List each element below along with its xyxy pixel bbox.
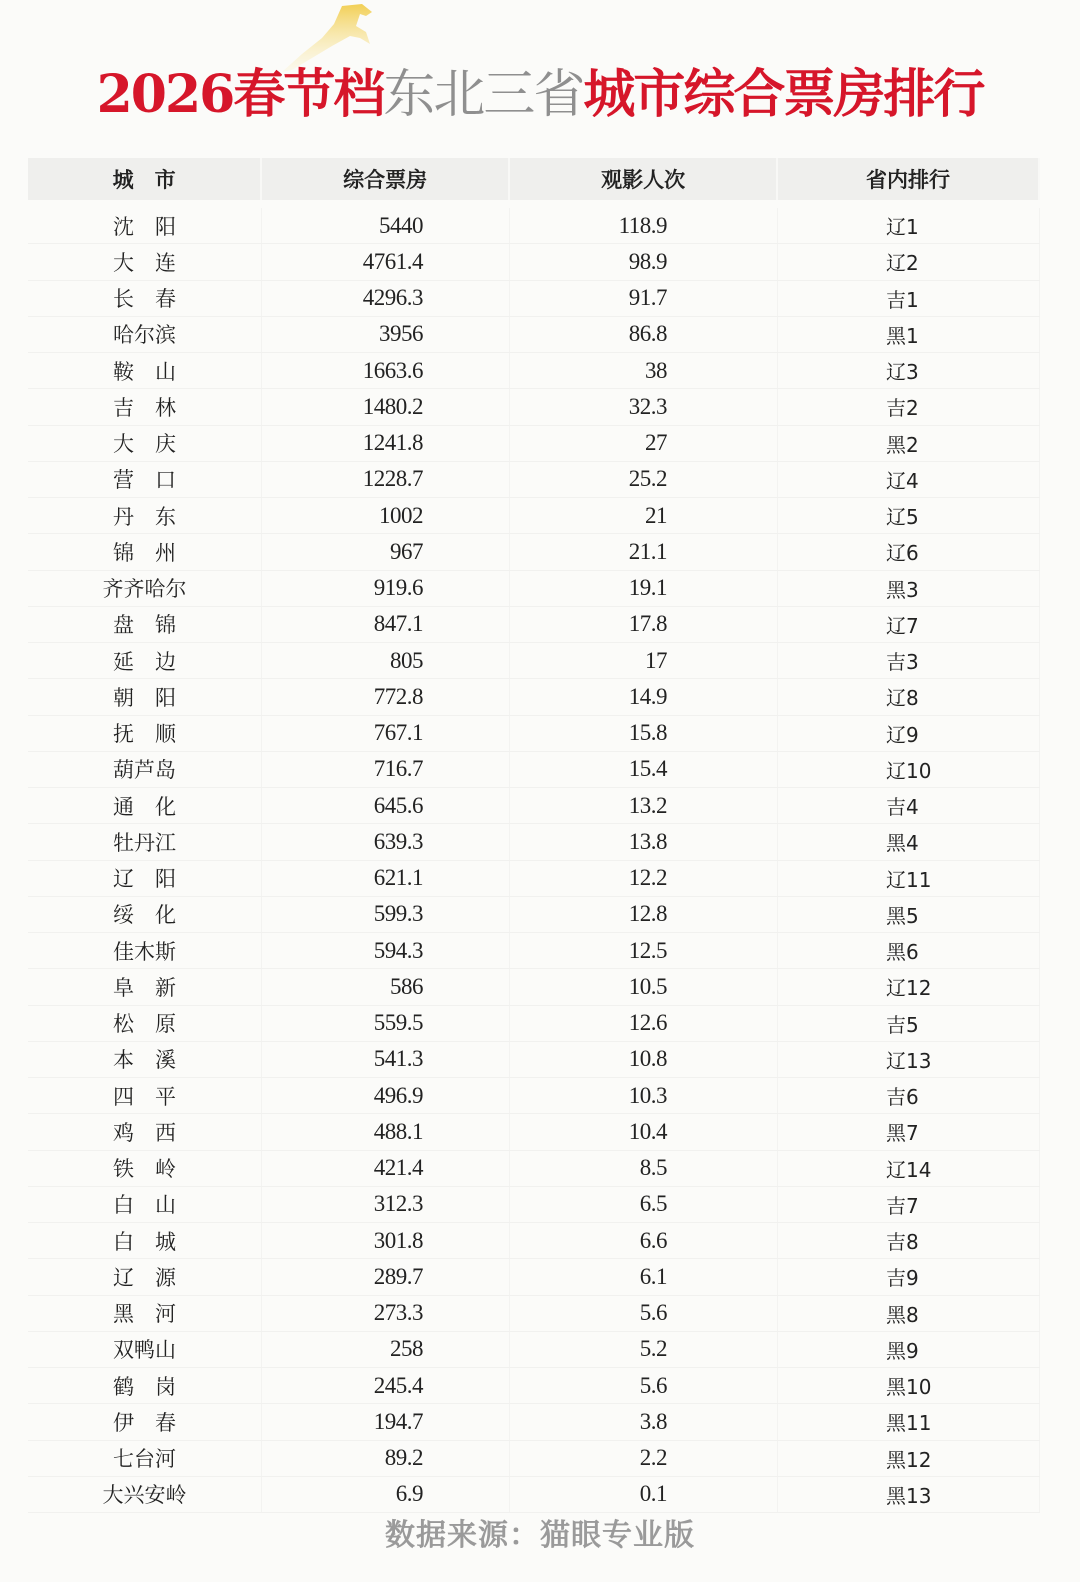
box-office-cell: 919.6: [262, 571, 510, 606]
viewers-cell: 118.9: [510, 208, 778, 243]
city-cell: 双鸭山: [28, 1332, 262, 1367]
table-row: [28, 281, 1040, 317]
city-cell: 通 化: [28, 788, 262, 823]
viewers-cell: 27: [510, 426, 778, 461]
viewers-cell: 25.2: [510, 462, 778, 497]
header-viewers: 观影人次: [510, 158, 778, 200]
table-row: [28, 208, 1040, 244]
province-rank-cell: 黑11: [778, 1404, 1040, 1439]
city-cell: 齐齐哈尔: [28, 571, 262, 606]
city-cell: 伊 春: [28, 1404, 262, 1439]
box-office-cell: 1663.6: [262, 353, 510, 388]
box-office-cell: 1241.8: [262, 426, 510, 461]
city-cell: 大 庆: [28, 426, 262, 461]
city-cell: 盘 锦: [28, 607, 262, 642]
table-row: [28, 1114, 1040, 1150]
province-rank-cell: 黑7: [778, 1114, 1040, 1149]
box-office-cell: 273.3: [262, 1296, 510, 1331]
city-cell: 铁 岭: [28, 1151, 262, 1186]
viewers-cell: 21.1: [510, 534, 778, 569]
province-rank-cell: 辽13: [778, 1042, 1040, 1077]
table-row: [28, 353, 1040, 389]
province-rank-cell: 辽4: [778, 462, 1040, 497]
box-office-cell: 772.8: [262, 679, 510, 714]
viewers-cell: 10.4: [510, 1114, 778, 1149]
city-cell: 松 原: [28, 1006, 262, 1041]
viewers-cell: 5.6: [510, 1368, 778, 1403]
box-office-cell: 645.6: [262, 788, 510, 823]
viewers-cell: 5.2: [510, 1332, 778, 1367]
province-rank-cell: 辽1: [778, 208, 1040, 243]
box-office-cell: 805: [262, 643, 510, 678]
province-rank-cell: 辽3: [778, 353, 1040, 388]
province-rank-cell: 吉9: [778, 1259, 1040, 1294]
box-office-cell: 289.7: [262, 1259, 510, 1294]
province-rank-cell: 黑13: [778, 1477, 1040, 1512]
province-rank-cell: 黑6: [778, 933, 1040, 968]
table-row: [28, 244, 1040, 280]
table-row: [28, 1151, 1040, 1187]
table-row: [28, 788, 1040, 824]
table-row: [28, 389, 1040, 425]
province-rank-cell: 吉2: [778, 389, 1040, 424]
viewers-cell: 32.3: [510, 389, 778, 424]
data-source-note: 数据来源：猫眼专业版: [385, 1518, 695, 1553]
province-rank-cell: 吉5: [778, 1006, 1040, 1041]
viewers-cell: 0.1: [510, 1477, 778, 1512]
province-rank-cell: 辽2: [778, 244, 1040, 279]
city-cell: 白 城: [28, 1223, 262, 1258]
box-office-cell: 89.2: [262, 1441, 510, 1476]
city-cell: 哈尔滨: [28, 317, 262, 352]
province-rank-cell: 黑4: [778, 824, 1040, 859]
province-rank-cell: 辽9: [778, 716, 1040, 751]
city-cell: 抚 顺: [28, 716, 262, 751]
city-cell: 四 平: [28, 1078, 262, 1113]
city-cell: 营 口: [28, 462, 262, 497]
box-office-cell: 3956: [262, 317, 510, 352]
box-office-cell: 559.5: [262, 1006, 510, 1041]
table-row: [28, 933, 1040, 969]
province-rank-cell: 辽7: [778, 607, 1040, 642]
box-office-cell: 258: [262, 1332, 510, 1367]
city-cell: 绥 化: [28, 897, 262, 932]
viewers-cell: 13.8: [510, 824, 778, 859]
city-cell: 丹 东: [28, 498, 262, 533]
province-rank-cell: 吉4: [778, 788, 1040, 823]
viewers-cell: 5.6: [510, 1296, 778, 1331]
province-rank-cell: 黑12: [778, 1441, 1040, 1476]
table-row: [28, 534, 1040, 570]
table-row: [28, 317, 1040, 353]
box-office-cell: 621.1: [262, 861, 510, 896]
box-office-cell: 967: [262, 534, 510, 569]
province-rank-cell: 黑5: [778, 897, 1040, 932]
city-cell: 黑 河: [28, 1296, 262, 1331]
box-office-cell: 488.1: [262, 1114, 510, 1149]
province-rank-cell: 辽8: [778, 679, 1040, 714]
viewers-cell: 2.2: [510, 1441, 778, 1476]
box-office-cell: 599.3: [262, 897, 510, 932]
table-row: [28, 1259, 1040, 1295]
table-row: [28, 1223, 1040, 1259]
box-office-cell: 312.3: [262, 1187, 510, 1222]
header-city: 城 市: [28, 158, 262, 200]
city-cell: 本 溪: [28, 1042, 262, 1077]
table-row: [28, 1078, 1040, 1114]
table-row: [28, 426, 1040, 462]
box-office-cell: 301.8: [262, 1223, 510, 1258]
box-office-cell: 4761.4: [262, 244, 510, 279]
viewers-cell: 19.1: [510, 571, 778, 606]
box-office-cell: 496.9: [262, 1078, 510, 1113]
city-cell: 沈 阳: [28, 208, 262, 243]
box-office-cell: 594.3: [262, 933, 510, 968]
box-office-cell: 4296.3: [262, 281, 510, 316]
table-row: [28, 1477, 1040, 1513]
viewers-cell: 12.8: [510, 897, 778, 932]
table-row: [28, 969, 1040, 1005]
table-row: [28, 1042, 1040, 1078]
table-row: [28, 462, 1040, 498]
viewers-cell: 12.6: [510, 1006, 778, 1041]
box-office-cell: 767.1: [262, 716, 510, 751]
province-rank-cell: 黑2: [778, 426, 1040, 461]
viewers-cell: 21: [510, 498, 778, 533]
city-cell: 吉 林: [28, 389, 262, 424]
table-row: [28, 752, 1040, 788]
province-rank-cell: 黑8: [778, 1296, 1040, 1331]
table-row: [28, 1187, 1040, 1223]
box-office-table: [28, 158, 1040, 1513]
viewers-cell: 8.5: [510, 1151, 778, 1186]
box-office-cell: 1228.7: [262, 462, 510, 497]
city-cell: 鸡 西: [28, 1114, 262, 1149]
header-box-office: 综合票房: [262, 158, 510, 200]
viewers-cell: 38: [510, 353, 778, 388]
table-row: [28, 824, 1040, 860]
province-rank-cell: 黑3: [778, 571, 1040, 606]
table-row: [28, 679, 1040, 715]
header-province-rank: 省内排行: [778, 158, 1040, 200]
table-row: [28, 1404, 1040, 1440]
province-rank-cell: 辽12: [778, 969, 1040, 1004]
box-office-cell: 421.4: [262, 1151, 510, 1186]
table-row: [28, 1441, 1040, 1477]
viewers-cell: 17: [510, 643, 778, 678]
table-row: [28, 1368, 1040, 1404]
title-part-year: 2026春节档: [96, 64, 384, 125]
table-row: [28, 861, 1040, 897]
table-row: [28, 607, 1040, 643]
viewers-cell: 17.8: [510, 607, 778, 642]
viewers-cell: 12.2: [510, 861, 778, 896]
table-row: [28, 716, 1040, 752]
city-cell: 长 春: [28, 281, 262, 316]
viewers-cell: 15.4: [510, 752, 778, 787]
province-rank-cell: 黑10: [778, 1368, 1040, 1403]
viewers-cell: 12.5: [510, 933, 778, 968]
province-rank-cell: 吉1: [778, 281, 1040, 316]
box-office-cell: 1002: [262, 498, 510, 533]
viewers-cell: 10.3: [510, 1078, 778, 1113]
box-office-cell: 194.7: [262, 1404, 510, 1439]
province-rank-cell: 辽11: [778, 861, 1040, 896]
city-cell: 阜 新: [28, 969, 262, 1004]
province-rank-cell: 黑9: [778, 1332, 1040, 1367]
viewers-cell: 6.1: [510, 1259, 778, 1294]
table-row: [28, 571, 1040, 607]
province-rank-cell: 吉3: [778, 643, 1040, 678]
box-office-cell: 716.7: [262, 752, 510, 787]
box-office-cell: 847.1: [262, 607, 510, 642]
viewers-cell: 6.6: [510, 1223, 778, 1258]
box-office-cell: 5440: [262, 208, 510, 243]
table-row: [28, 643, 1040, 679]
table-row: [28, 1006, 1040, 1042]
province-rank-cell: 辽6: [778, 534, 1040, 569]
province-rank-cell: 辽14: [778, 1151, 1040, 1186]
box-office-cell: 1480.2: [262, 389, 510, 424]
city-cell: 延 边: [28, 643, 262, 678]
province-rank-cell: 吉8: [778, 1223, 1040, 1258]
table-row: [28, 498, 1040, 534]
city-cell: 白 山: [28, 1187, 262, 1222]
viewers-cell: 14.9: [510, 679, 778, 714]
viewers-cell: 6.5: [510, 1187, 778, 1222]
title-part-region: 东北三省: [383, 65, 584, 125]
city-cell: 大兴安岭: [28, 1477, 262, 1512]
city-cell: 辽 阳: [28, 861, 262, 896]
province-rank-cell: 吉7: [778, 1187, 1040, 1222]
city-cell: 鹤 岗: [28, 1368, 262, 1403]
city-cell: 葫芦岛: [28, 752, 262, 787]
province-rank-cell: 吉6: [778, 1078, 1040, 1113]
city-cell: 佳木斯: [28, 933, 262, 968]
city-cell: 牡丹江: [28, 824, 262, 859]
box-office-cell: 586: [262, 969, 510, 1004]
table-row: [28, 897, 1040, 933]
box-office-cell: 245.4: [262, 1368, 510, 1403]
viewers-cell: 3.8: [510, 1404, 778, 1439]
city-cell: 大 连: [28, 244, 262, 279]
viewers-cell: 13.2: [510, 788, 778, 823]
viewers-cell: 86.8: [510, 317, 778, 352]
box-office-cell: 639.3: [262, 824, 510, 859]
table-row: [28, 1296, 1040, 1332]
city-cell: 朝 阳: [28, 679, 262, 714]
viewers-cell: 91.7: [510, 281, 778, 316]
city-cell: 七台河: [28, 1441, 262, 1476]
viewers-cell: 15.8: [510, 716, 778, 751]
viewers-cell: 10.8: [510, 1042, 778, 1077]
city-cell: 锦 州: [28, 534, 262, 569]
page-title: [0, 60, 1080, 130]
title-part-subject: 城市综合票房排行: [583, 64, 984, 125]
table-row: [28, 1332, 1040, 1368]
viewers-cell: 10.5: [510, 969, 778, 1004]
table-header: [28, 158, 1040, 200]
table-body: [28, 208, 1040, 1513]
box-office-cell: 541.3: [262, 1042, 510, 1077]
box-office-cell: 6.9: [262, 1477, 510, 1512]
province-rank-cell: 黑1: [778, 317, 1040, 352]
province-rank-cell: 辽10: [778, 752, 1040, 787]
city-cell: 鞍 山: [28, 353, 262, 388]
city-cell: 辽 源: [28, 1259, 262, 1294]
province-rank-cell: 辽5: [778, 498, 1040, 533]
viewers-cell: 98.9: [510, 244, 778, 279]
